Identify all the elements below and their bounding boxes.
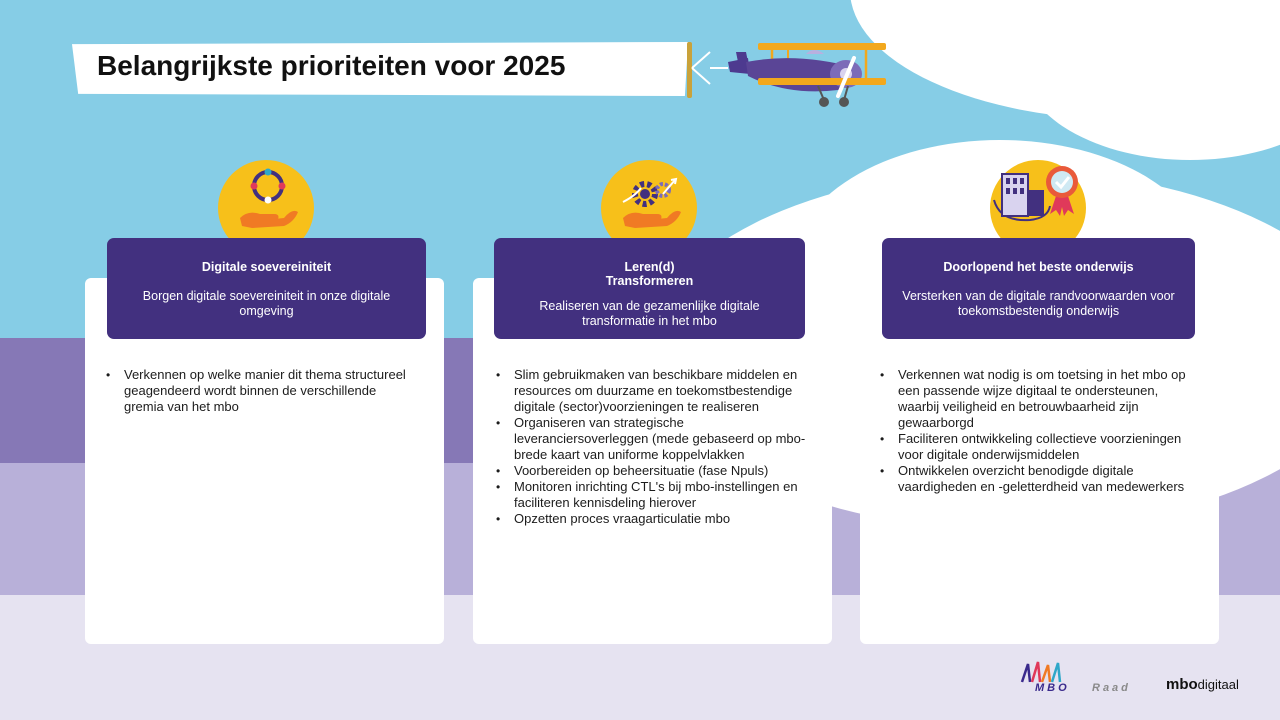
list-item: • Monitoren inrichting CTL's bij mbo-instellingen en faciliteren kennisdeling hierover [494,479,814,511]
card-title-line-2: Transformeren [605,274,694,288]
bullet-list-1 [104,367,414,415]
mbo-raad-logo-text: MBO [1035,682,1070,694]
bullet-list-2 [494,367,814,527]
airplane-icon [688,38,888,112]
card-header-digitale-soevereiniteit [107,238,426,339]
card-title-line-1: Leren(d) [624,260,675,274]
mbo-digitaal-logo [1166,676,1239,693]
card-title: Doorlopend het beste onderwijs [943,260,1134,274]
list-item: • Faciliteren ontwikkeling collectieve voorzieningen voor digitale onderwijsmiddelen [878,431,1196,463]
list-item: • Ontwikkelen overzicht benodigde digitale vaardigheden en -geletterdheid van medewerkers [878,463,1196,495]
mbo-raad-logo [1020,660,1068,684]
mbo-digitaal-logo-rest: digitaal [1197,677,1239,692]
list-item: • Voorbereiden op beheersituatie (fase Npuls) [494,463,814,479]
card-header-doorlopend-beste-onderwijs [882,238,1195,339]
list-item: • Verkennen op welke manier dit thema structureel geagendeerd wordt binnen de verschillende gremia van het mbo [104,367,414,415]
bullet-list-3 [878,367,1196,495]
card-title: Digitale soevereiniteit [201,260,332,274]
mbo-digitaal-logo-bold: mbo [1166,676,1198,693]
list-item: • Slim gebruikmaken van beschikbare middelen en resources om duurzame en toekomstbestendige digitale (sector)voorzieningen te realiseren [494,367,814,415]
card-subtitle: Versterken van de digitale randvoorwaarden voor toekomstbestendig onderwijs [902,289,1175,318]
list-item: • Verkennen wat nodig is om toetsing in het mbo op een passende wijze digitaal te ondersteunen, waarbij veiligheid en betrouwbaarheid zijn gewaarborgd [878,367,1196,431]
card-subtitle: Realiseren van de gezamenlijke digitale transformatie in het mbo [539,299,760,328]
list-item: • Organiseren van strategische leveranciersoverleggen (mede gebaseerd op mbo-brede kaart van uniforme koppelvlakken [494,415,814,463]
list-item: • Opzetten proces vraagarticulatie mbo [494,511,814,527]
mbo-raad-logo-text-raad: Raad [1092,682,1131,694]
page-title: Belangrijkste prioriteiten voor 2025 [97,50,566,81]
card-subtitle: Borgen digitale soevereiniteit in onze digitale omgeving [142,289,391,318]
card-header-lerend-transformeren [494,238,805,339]
